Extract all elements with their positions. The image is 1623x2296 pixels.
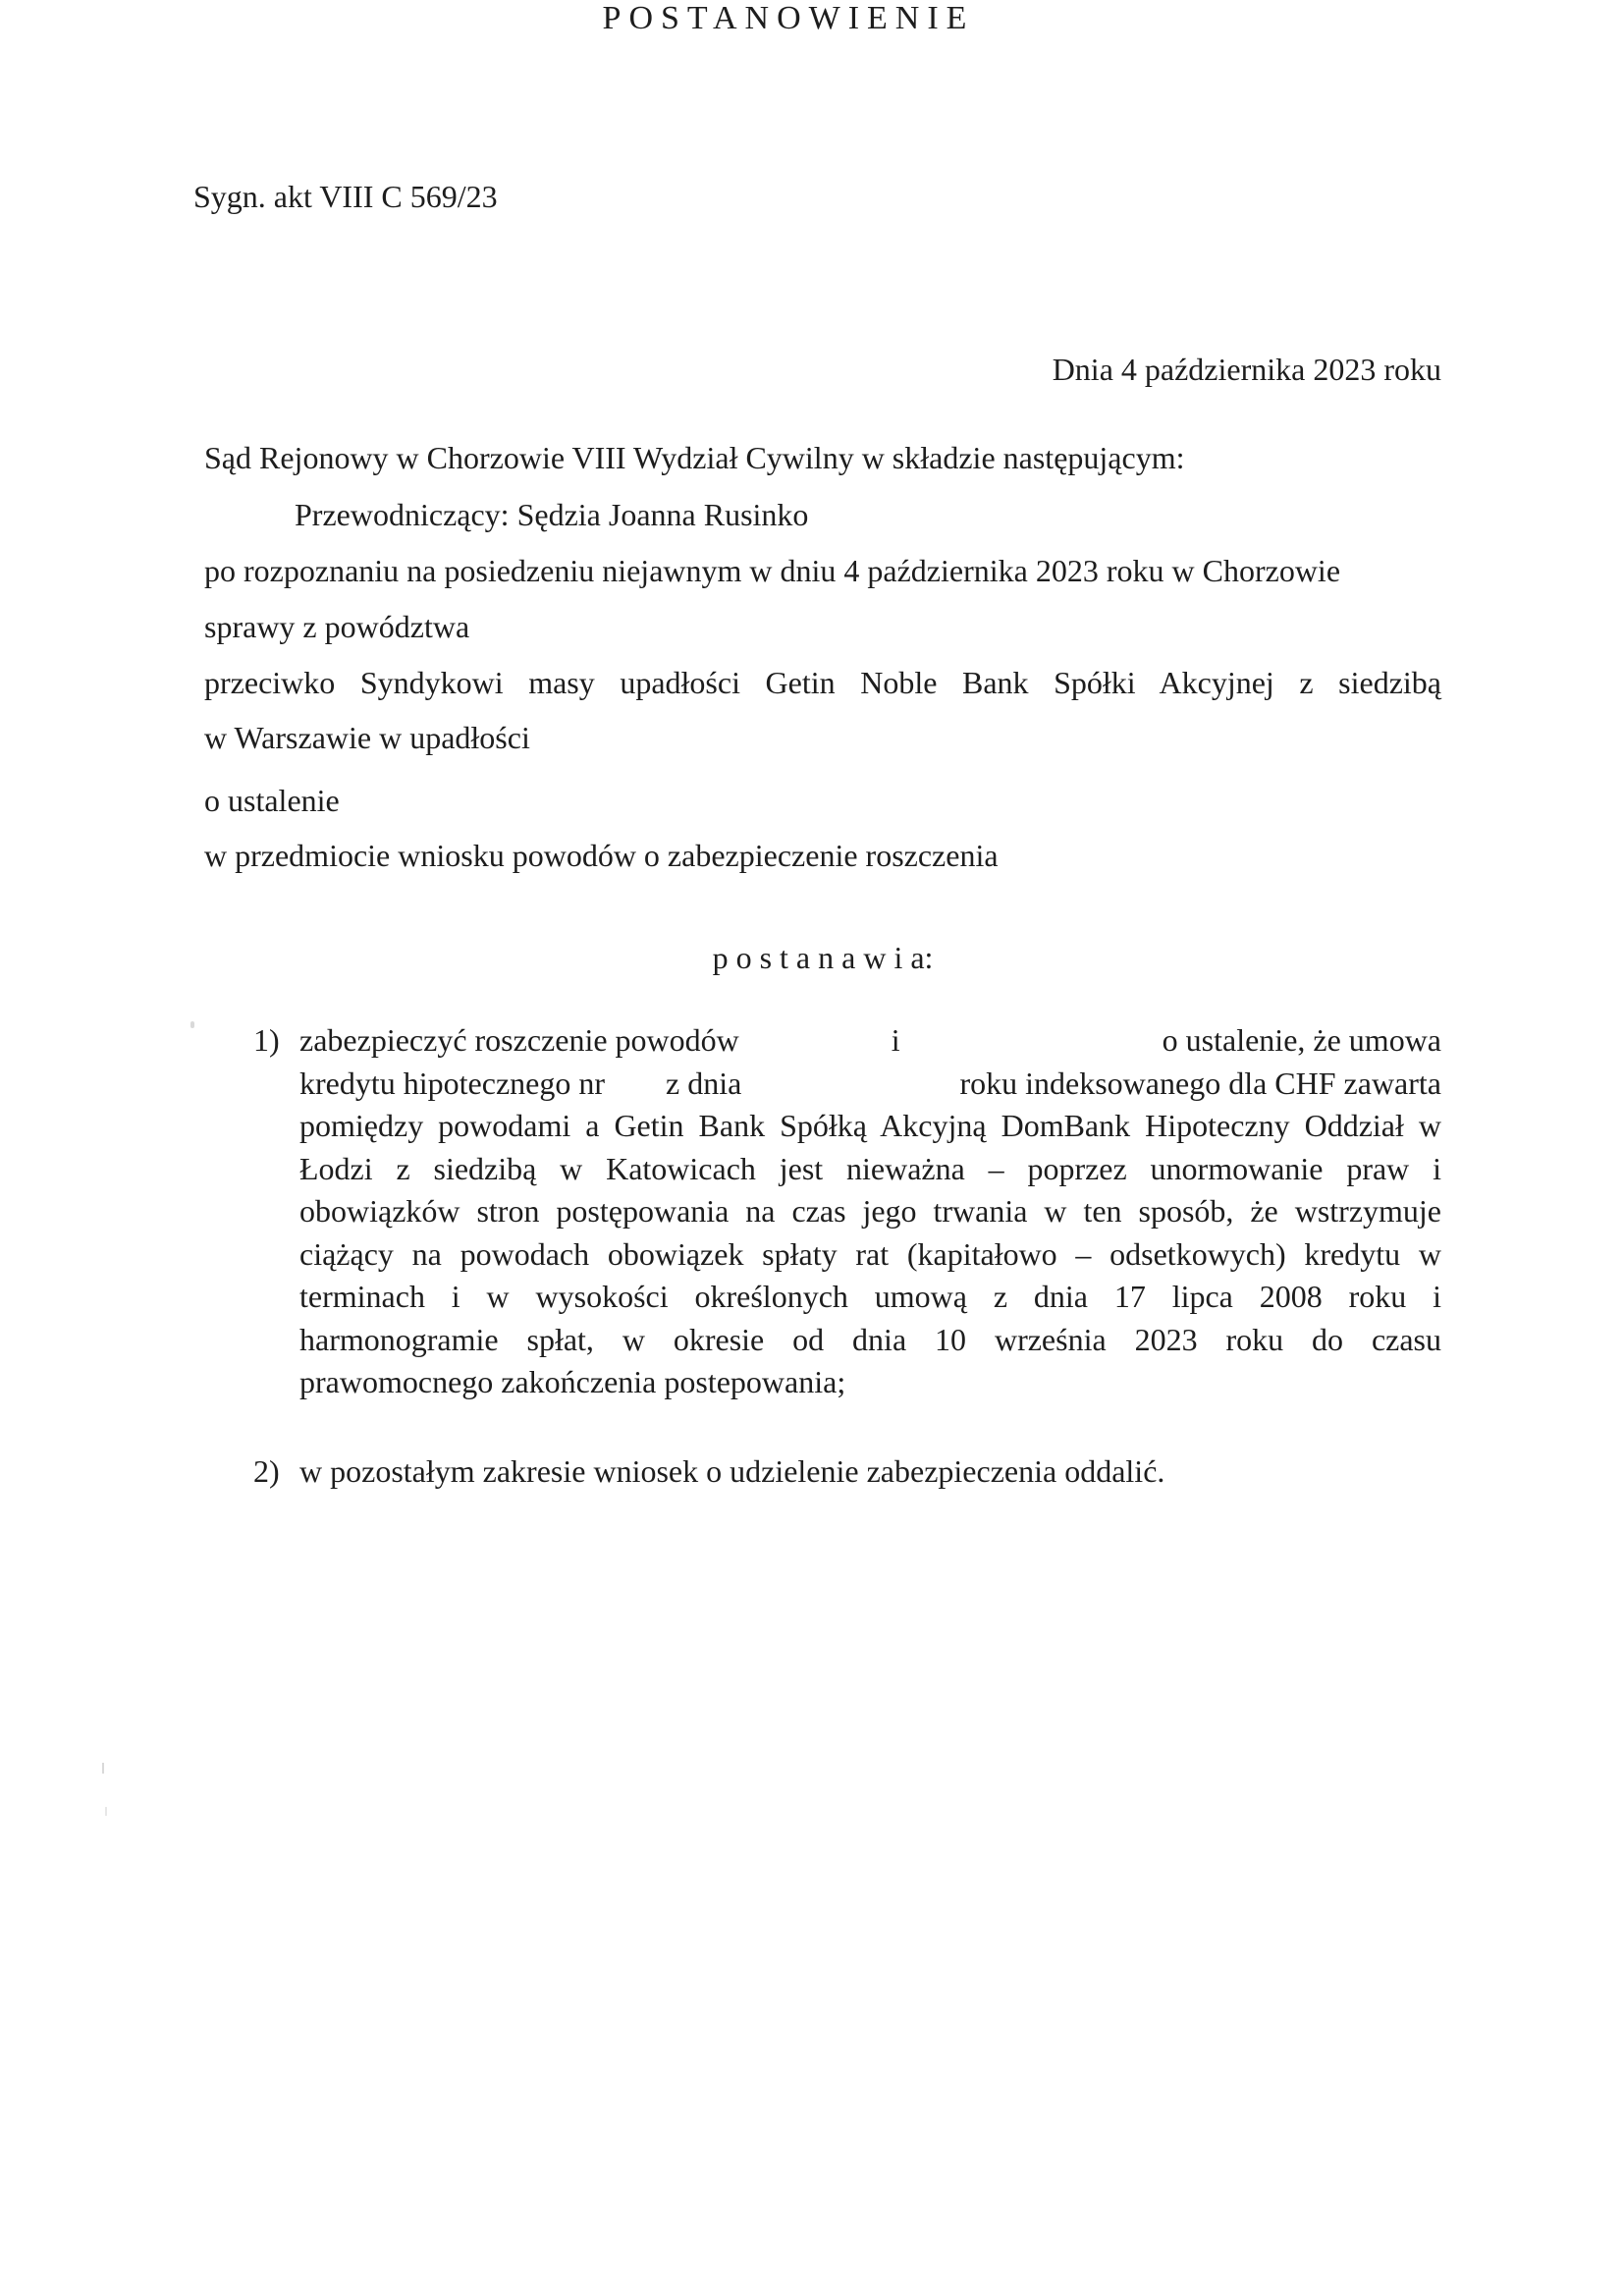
item-1-line-1-seg-3: o ustalenie, że umowa: [1162, 1022, 1441, 1058]
item-2-marker: 2): [253, 1453, 280, 1489]
redacted-gap: [739, 1050, 892, 1051]
defendant-line-1: przeciwko Syndykowi masy upadłości Getin Noble Bank Spółki Akcyjnej z siedzibą: [204, 665, 1441, 700]
defendant-line-2: w Warszawie w upadłości: [204, 720, 530, 755]
scan-artifact-tick: [105, 1807, 107, 1816]
court-composition-line: Sąd Rejonowy w Chorzowie VIII Wydział Cywilny w składzie następującym:: [204, 440, 1185, 475]
scan-artifact-dot: [190, 1021, 194, 1028]
scan-artifact-tick: [102, 1763, 104, 1774]
claim-origin-line: sprawy z powództwa: [204, 609, 470, 644]
item-1-marker: 1): [253, 1022, 280, 1058]
case-subject-line: o ustalenie: [204, 783, 340, 818]
date-line: Dnia 4 października 2023 roku: [1052, 352, 1441, 387]
hearing-line: po rozpoznaniu na posiedzeniu niejawnym w dniu 4 października 2023 roku w Chorzowie: [204, 553, 1341, 588]
item-1-line-1-seg-2: i: [891, 1022, 900, 1058]
item-1-line-4: Łodzi z siedzibą w Katowicach jest nieważna – poprzez unormowanie praw i: [299, 1150, 1441, 1186]
document-title: POSTANOWIENIE: [602, 0, 975, 36]
item-1-line-8: harmonogramie spłat, w okresie od dnia 10 września 2023 roku do czasu: [299, 1321, 1441, 1357]
presiding-judge-line: Przewodniczący: Sędzia Joanna Rusinko: [295, 497, 809, 532]
item-1-line-1: [299, 1019, 1441, 1063]
item-1-line-1-seg-1: zabezpieczyć roszczenie powodów: [299, 1022, 739, 1058]
item-2-text: w pozostałym zakresie wniosek o udzielenie zabezpieczenia oddalić.: [299, 1453, 1165, 1489]
item-1-line-9: prawomocnego zakończenia postepowania;: [299, 1364, 846, 1399]
motion-subject-line: w przedmiocie wniosku powodów o zabezpieczenie roszczenia: [204, 838, 999, 873]
item-1-line-2: [299, 1063, 1441, 1106]
item-1-line-3: pomiędzy powodami a Getin Bank Spółką Akcyjną DomBank Hipoteczny Oddział w: [299, 1108, 1441, 1143]
item-1-line-2-seg-3: roku indeksowanego dla CHF zawarta: [959, 1065, 1441, 1101]
item-1-text: [299, 1019, 1441, 1404]
case-number: Sygn. akt VIII C 569/23: [193, 179, 498, 214]
decision-keyword: p o s t a n a w i a:: [712, 940, 934, 975]
redacted-gap: [605, 1093, 666, 1094]
item-1-line-6: ciążący na powodach obowiązek spłaty rat (kapitałowo – odsetkowych) kredytu w: [299, 1235, 1441, 1272]
item-1-line-2-seg-2: z dnia: [666, 1065, 742, 1101]
item-1-line-7: terminach i w wysokości określonych umową z dnia 17 lipca 2008 roku i: [299, 1279, 1441, 1314]
item-1-line-5: obowiązków stron postępowania na czas jego trwania w ten sposób, że wstrzymuje: [299, 1193, 1441, 1229]
item-1-line-2-seg-1: kredytu hipotecznego nr: [299, 1065, 605, 1101]
